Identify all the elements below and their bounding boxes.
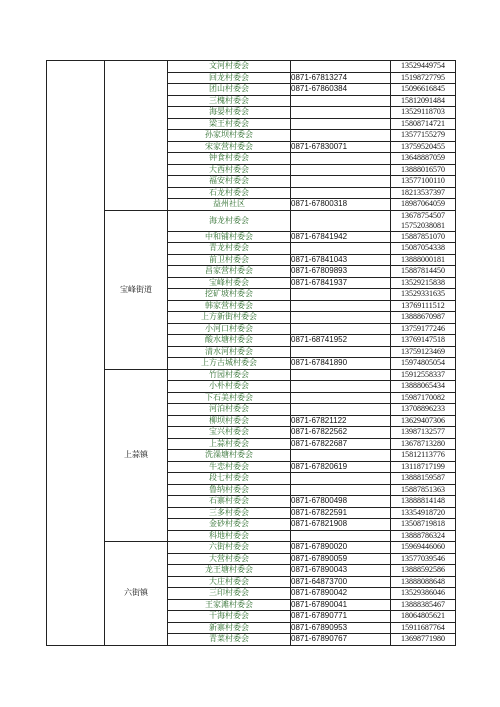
landline-cell: 0871-67822591 [291, 507, 391, 519]
landline-cell [291, 289, 391, 301]
mobile-cell: 13888000181 [391, 254, 456, 266]
landline-cell [291, 369, 391, 381]
landline-cell [291, 107, 391, 119]
mobile-cell: 13759123469 [391, 346, 456, 358]
mobile-cell: 15887851070 [391, 231, 456, 243]
village-name-cell: 科地村委会 [168, 530, 291, 542]
village-name-cell: 海晏村委会 [168, 107, 291, 119]
mobile-cell: 15096616845 [391, 84, 456, 96]
village-name-cell: 孙家坝村委会 [168, 130, 291, 142]
landline-cell: 0871-67890043 [291, 565, 391, 577]
mobile-cell: 13508719818 [391, 519, 456, 531]
village-name-cell: 清水河村委会 [168, 346, 291, 358]
mobile-cell: 13698771980 [391, 634, 456, 646]
village-name-cell: 宝兴村委会 [168, 427, 291, 439]
mobile-cell: 15198727795 [391, 72, 456, 84]
village-name-cell: 牛恋村委会 [168, 461, 291, 473]
mobile-cell: 13888786324 [391, 530, 456, 542]
mobile-number: 15752038081 [401, 220, 445, 230]
town-cell: 六街镇 [105, 542, 168, 646]
mobile-cell: 13529118703 [391, 107, 456, 119]
village-name-cell: 小河口村委会 [168, 323, 291, 335]
village-name-cell: 三多村委会 [168, 507, 291, 519]
village-name-cell: 上蒜村委会 [168, 438, 291, 450]
landline-cell [291, 312, 391, 324]
landline-cell [291, 95, 391, 107]
landline-cell: 0871-67813274 [291, 72, 391, 84]
mobile-cell: 15812091484 [391, 95, 456, 107]
mobile-cell: 13769147518 [391, 335, 456, 347]
table-row [47, 369, 456, 381]
village-name-cell: 龙王塘村委会 [168, 565, 291, 577]
directory-table [46, 60, 456, 646]
village-name-cell: 三印村委会 [168, 588, 291, 600]
village-name-cell: 益州社区 [168, 199, 291, 211]
landline-cell: 0871-67800318 [291, 199, 391, 211]
village-name-cell: 干海村委会 [168, 611, 291, 623]
mobile-cell: 13629407306 [391, 415, 456, 427]
village-name-cell: 三槐村委会 [168, 95, 291, 107]
village-name-cell: 回龙村委会 [168, 72, 291, 84]
landline-cell [291, 450, 391, 462]
village-name-cell: 海龙村委会 [168, 210, 291, 231]
mobile-cell: 15974805054 [391, 358, 456, 370]
mobile-cell: 13888088648 [391, 576, 456, 588]
village-name-cell: 石寨村委会 [168, 496, 291, 508]
landline-cell [291, 176, 391, 188]
landline-cell [291, 346, 391, 358]
village-name-cell: 鲁纳村委会 [168, 484, 291, 496]
mobile-cell: 13987132577 [391, 427, 456, 439]
mobile-cell [391, 210, 456, 231]
landline-cell: 0871-67830071 [291, 141, 391, 153]
village-name-cell: 下石美村委会 [168, 392, 291, 404]
village-name-cell: 福安村委会 [168, 176, 291, 188]
landline-cell: 0871-67890042 [291, 588, 391, 600]
landline-cell: 0871-67841942 [291, 231, 391, 243]
mobile-cell: 13577155279 [391, 130, 456, 142]
landline-cell [291, 473, 391, 485]
mobile-cell: 13759177246 [391, 323, 456, 335]
village-name-cell: 大营村委会 [168, 553, 291, 565]
landline-cell: 0871-67821908 [291, 519, 391, 531]
village-name-cell: 宝峰村委会 [168, 277, 291, 289]
landline-cell: 0871-67820619 [291, 461, 391, 473]
village-name-cell: 柳坝村委会 [168, 415, 291, 427]
village-name-cell: 中和铺村委会 [168, 231, 291, 243]
mobile-cell: 13759520455 [391, 141, 456, 153]
mobile-cell: 18064805621 [391, 611, 456, 623]
mobile-cell: 13118717199 [391, 461, 456, 473]
landline-cell: 0871-67890020 [291, 542, 391, 554]
mobile-cell: 13678713280 [391, 438, 456, 450]
village-name-cell: 梁王村委会 [168, 118, 291, 130]
village-name-cell: 新寨村委会 [168, 622, 291, 634]
landline-cell [291, 530, 391, 542]
landline-cell: 0871-67841043 [291, 254, 391, 266]
landline-cell: 0871-68741952 [291, 335, 391, 347]
mobile-number: 13678754507 [401, 210, 445, 220]
village-name-cell: 洗澡塘村委会 [168, 450, 291, 462]
landline-cell [291, 381, 391, 393]
mobile-cell: 13769111512 [391, 300, 456, 312]
mobile-cell: 15087054338 [391, 243, 456, 255]
landline-cell [291, 323, 391, 335]
landline-cell [291, 164, 391, 176]
landline-cell: 0871-67822687 [291, 438, 391, 450]
mobile-cell: 13888592586 [391, 565, 456, 577]
village-name-cell: 上方新街村委会 [168, 312, 291, 324]
landline-cell [291, 118, 391, 130]
landline-cell [291, 130, 391, 142]
town-cell: 宝峰街道 [105, 210, 168, 369]
mobile-cell: 13888385467 [391, 599, 456, 611]
mobile-cell: 15987170082 [391, 392, 456, 404]
town-cell [105, 61, 168, 211]
mobile-cell: 15887814450 [391, 266, 456, 278]
table-row [47, 210, 456, 231]
village-name-cell: 宋家营村委会 [168, 141, 291, 153]
village-name-cell: 竹园村委会 [168, 369, 291, 381]
village-name-cell: 上方古城村委会 [168, 358, 291, 370]
mobile-cell: 15969446060 [391, 542, 456, 554]
landline-cell: 0871-67800498 [291, 496, 391, 508]
mobile-cell: 13888159587 [391, 473, 456, 485]
landline-cell: 0871-67890771 [291, 611, 391, 623]
landline-cell: 0871-67890059 [291, 553, 391, 565]
village-name-cell: 挖矿坡村委会 [168, 289, 291, 301]
village-name-cell: 大西村委会 [168, 164, 291, 176]
mobile-cell: 13529215838 [391, 277, 456, 289]
landline-cell [291, 243, 391, 255]
landline-cell: 0871-67821122 [291, 415, 391, 427]
village-name-cell: 石龙村委会 [168, 187, 291, 199]
village-name-cell: 河泊村委会 [168, 404, 291, 416]
village-name-cell: 团山村委会 [168, 84, 291, 96]
mobile-cell: 13577100110 [391, 176, 456, 188]
village-name-cell: 前卫村委会 [168, 254, 291, 266]
mobile-cell: 13648887059 [391, 153, 456, 165]
village-name-cell: 六街村委会 [168, 542, 291, 554]
mobile-cell: 13888016570 [391, 164, 456, 176]
mobile-cell: 15808714721 [391, 118, 456, 130]
landline-cell: 0871-67890041 [291, 599, 391, 611]
mobile-cell: 13888814148 [391, 496, 456, 508]
landline-cell: 0871-67890953 [291, 622, 391, 634]
mobile-cell: 13888065434 [391, 381, 456, 393]
village-name-cell: 大庄村委会 [168, 576, 291, 588]
mobile-cell: 13577039546 [391, 553, 456, 565]
landline-cell [291, 484, 391, 496]
mobile-cell: 13708896233 [391, 404, 456, 416]
village-name-cell: 昌家营村委会 [168, 266, 291, 278]
mobile-cell: 18213537397 [391, 187, 456, 199]
county-column-cell [47, 61, 105, 646]
directory-table-body [47, 61, 456, 646]
mobile-cell: 13888670987 [391, 312, 456, 324]
mobile-cell: 15911687764 [391, 622, 456, 634]
landline-cell: 0871-67860384 [291, 84, 391, 96]
village-name-cell: 金砂村委会 [168, 519, 291, 531]
mobile-cell: 15812113776 [391, 450, 456, 462]
village-name-cell: 王家滩村委会 [168, 599, 291, 611]
landline-cell: 0871-67809893 [291, 266, 391, 278]
landline-cell: 0871-64873700 [291, 576, 391, 588]
table-row [47, 542, 456, 554]
village-name-cell: 段七村委会 [168, 473, 291, 485]
mobile-cell: 15912558337 [391, 369, 456, 381]
mobile-cell: 13354918720 [391, 507, 456, 519]
landline-cell [291, 392, 391, 404]
landline-cell: 0871-67822562 [291, 427, 391, 439]
landline-cell [291, 210, 391, 231]
village-name-cell: 青龙村委会 [168, 243, 291, 255]
mobile-cell: 18987064059 [391, 199, 456, 211]
village-name-cell: 文河村委会 [168, 61, 291, 73]
village-name-cell: 小朴村委会 [168, 381, 291, 393]
mobile-cell: 13529331635 [391, 289, 456, 301]
landline-cell: 0871-67841937 [291, 277, 391, 289]
village-name-cell: 青菜村委会 [168, 634, 291, 646]
town-cell: 上蒜镇 [105, 369, 168, 542]
mobile-cell: 13529449754 [391, 61, 456, 73]
village-name-cell: 韩家营村委会 [168, 300, 291, 312]
mobile-cell: 15887851363 [391, 484, 456, 496]
landline-cell [291, 61, 391, 73]
village-name-cell: 钟食村委会 [168, 153, 291, 165]
village-name-cell: 酸水塘村委会 [168, 335, 291, 347]
landline-cell: 0871-67841890 [291, 358, 391, 370]
landline-cell [291, 153, 391, 165]
landline-cell: 0871-67890767 [291, 634, 391, 646]
table-row [47, 61, 456, 73]
landline-cell [291, 404, 391, 416]
landline-cell [291, 300, 391, 312]
landline-cell [291, 187, 391, 199]
mobile-cell: 13529386046 [391, 588, 456, 600]
